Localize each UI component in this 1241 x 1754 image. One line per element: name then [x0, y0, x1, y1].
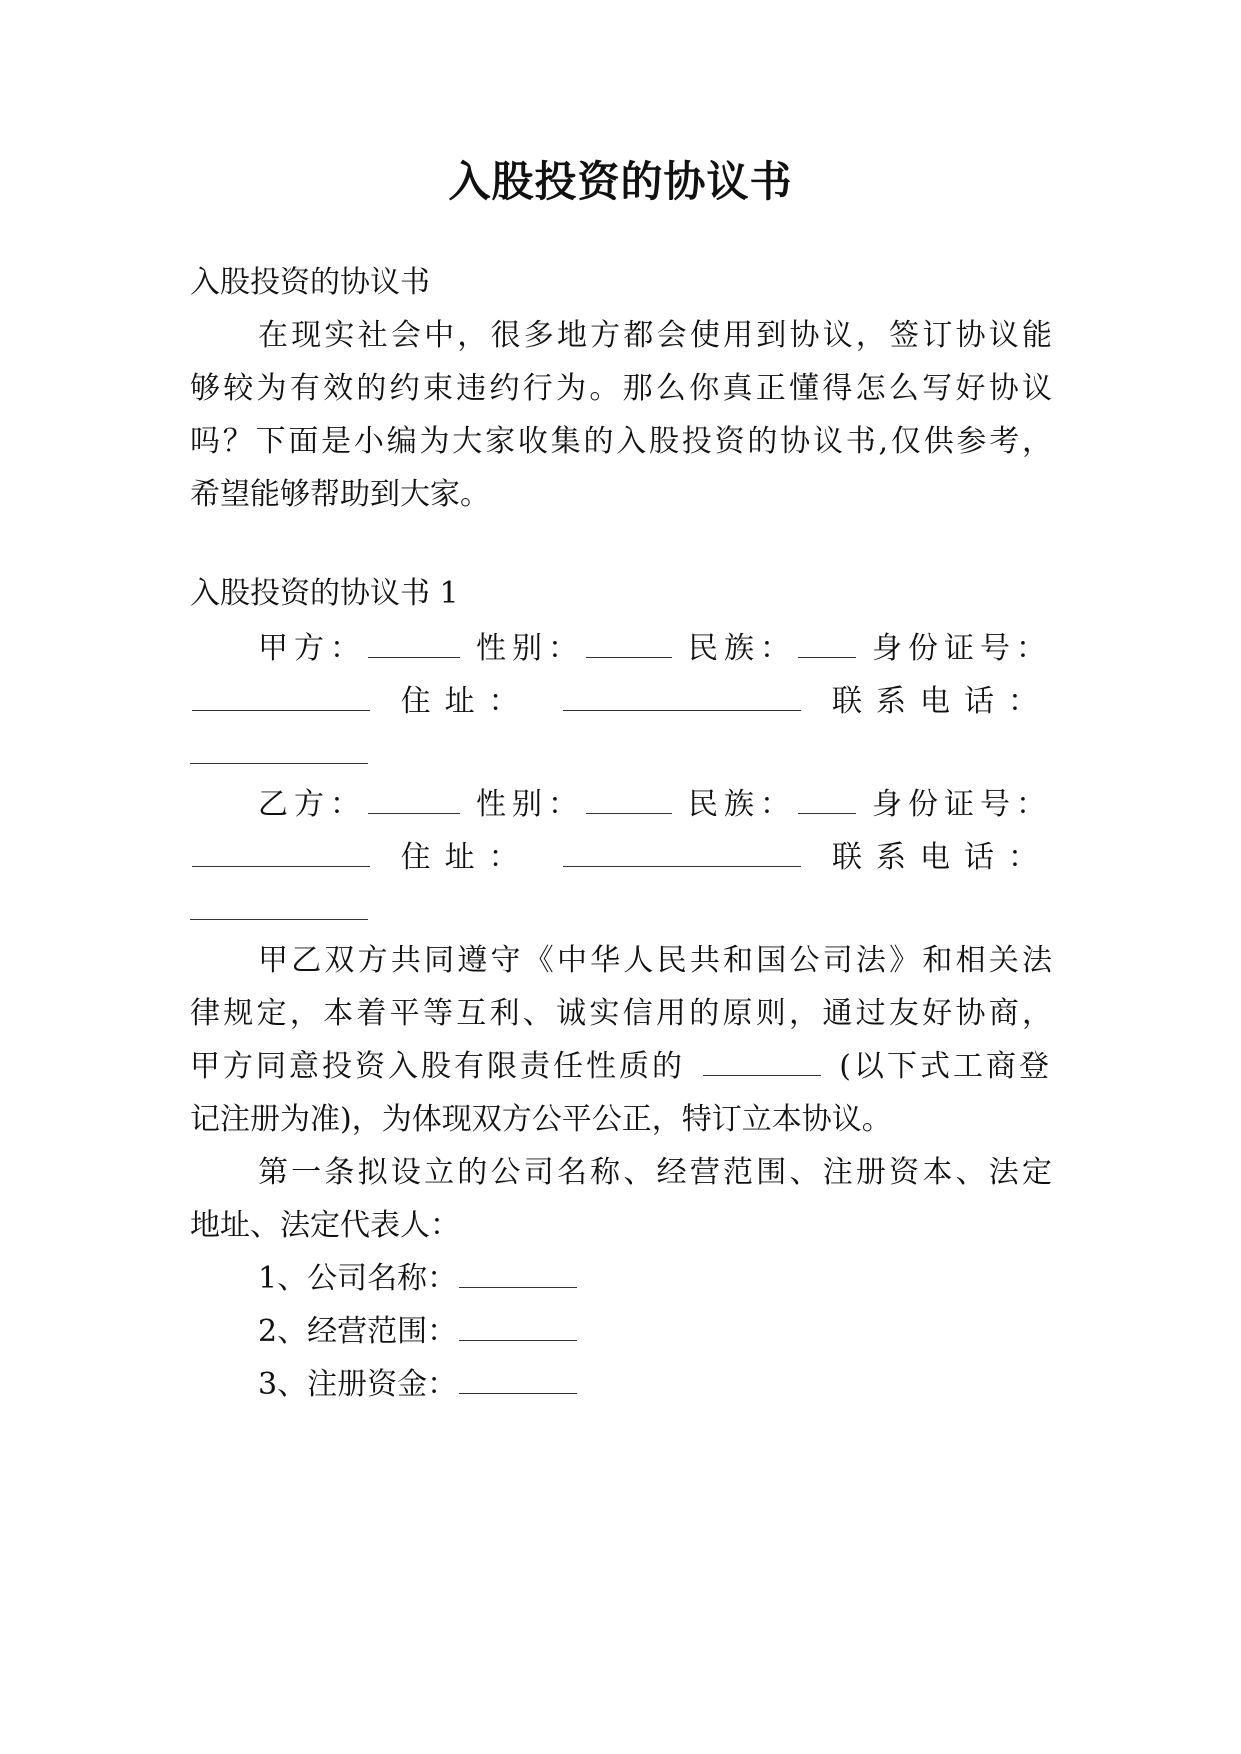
- party-a-addr-label: 住址：: [400, 684, 533, 719]
- party-a-id-blank: [192, 684, 370, 711]
- item-registered-capital-label: 3、注册资金：: [258, 1367, 458, 1402]
- party-a-name-blank: [368, 631, 460, 658]
- item-company-name-label: 1、公司名称：: [258, 1261, 458, 1296]
- agreement-line-4: 记注册为准)，为体现双方公平公正，特订立本协议。: [190, 1102, 892, 1137]
- article1-line-2: 地址、法定代表人：: [190, 1208, 460, 1243]
- party-a-addr-blank: [563, 684, 801, 711]
- party-b-label: 乙方：: [258, 787, 366, 822]
- business-scope-blank: [459, 1314, 577, 1341]
- item-business-scope-label: 2、经营范围：: [258, 1314, 458, 1349]
- party-b-row-2: [190, 829, 1052, 887]
- party-b-ethnic-blank: [798, 787, 856, 814]
- intro-line-1: 在现实社会中，很多地方都会使用到协议，签订协议能: [258, 318, 1052, 353]
- party-b-addr-blank: [563, 840, 801, 867]
- party-a-id-label: 身份证号：: [872, 631, 1052, 666]
- agreement-line-1: 甲乙双方共同遵守《中华人民共和国公司法》和相关法: [258, 943, 1052, 978]
- agreement-line-3: [190, 1038, 1052, 1096]
- party-a-row-1: [258, 620, 1052, 678]
- party-b-name-blank: [368, 787, 460, 814]
- party-b-gender-label: 性别：: [476, 787, 584, 822]
- party-a-phone-blank: [190, 737, 368, 764]
- party-b-row-1: [258, 776, 1052, 834]
- party-a-label: 甲方：: [258, 631, 366, 666]
- party-b-gender-blank: [586, 787, 672, 814]
- agreement-line-3b: (以下式工商登: [839, 1049, 1052, 1084]
- section1-heading: 入股投资的协议书 1: [190, 576, 459, 611]
- item-business-scope: [258, 1303, 1052, 1361]
- agreement-line-3a: 甲方同意投资入股有限责任性质的: [190, 1049, 685, 1084]
- article1-line-1: 第一条拟设立的公司名称、经营范围、注册资本、法定: [258, 1155, 1052, 1190]
- item-company-name: [258, 1250, 1052, 1308]
- party-b-phone-label: 联系电话：: [831, 840, 1052, 875]
- document-subtitle: 入股投资的协议书: [190, 265, 430, 300]
- company-type-blank: [703, 1049, 821, 1076]
- party-b-id-label: 身份证号：: [872, 787, 1052, 822]
- intro-line-2: 够较为有效的约束违约行为。那么你真正懂得怎么写好协议: [190, 371, 1052, 406]
- registered-capital-blank: [459, 1367, 577, 1394]
- item-registered-capital: [258, 1356, 1052, 1414]
- party-a-ethnic-label: 民族：: [688, 631, 796, 666]
- party-a-gender-blank: [586, 631, 672, 658]
- party-b-ethnic-label: 民族：: [688, 787, 796, 822]
- party-a-ethnic-blank: [798, 631, 856, 658]
- party-b-addr-label: 住址：: [400, 840, 533, 875]
- document-title: 入股投资的协议书: [448, 157, 793, 206]
- company-name-blank: [459, 1261, 577, 1288]
- party-b-phone-blank: [190, 893, 368, 920]
- party-a-gender-label: 性别：: [476, 631, 584, 666]
- party-a-phone-label: 联系电话：: [831, 684, 1052, 719]
- intro-line-4: 希望能够帮助到大家。: [190, 477, 490, 512]
- party-a-row-2: [190, 673, 1052, 731]
- agreement-line-2: 律规定，本着平等互利、诚实信用的原则，通过友好协商，: [190, 996, 1052, 1031]
- intro-line-3: 吗？下面是小编为大家收集的入股投资的协议书,仅供参考，: [190, 424, 1052, 459]
- party-b-id-blank: [192, 840, 370, 867]
